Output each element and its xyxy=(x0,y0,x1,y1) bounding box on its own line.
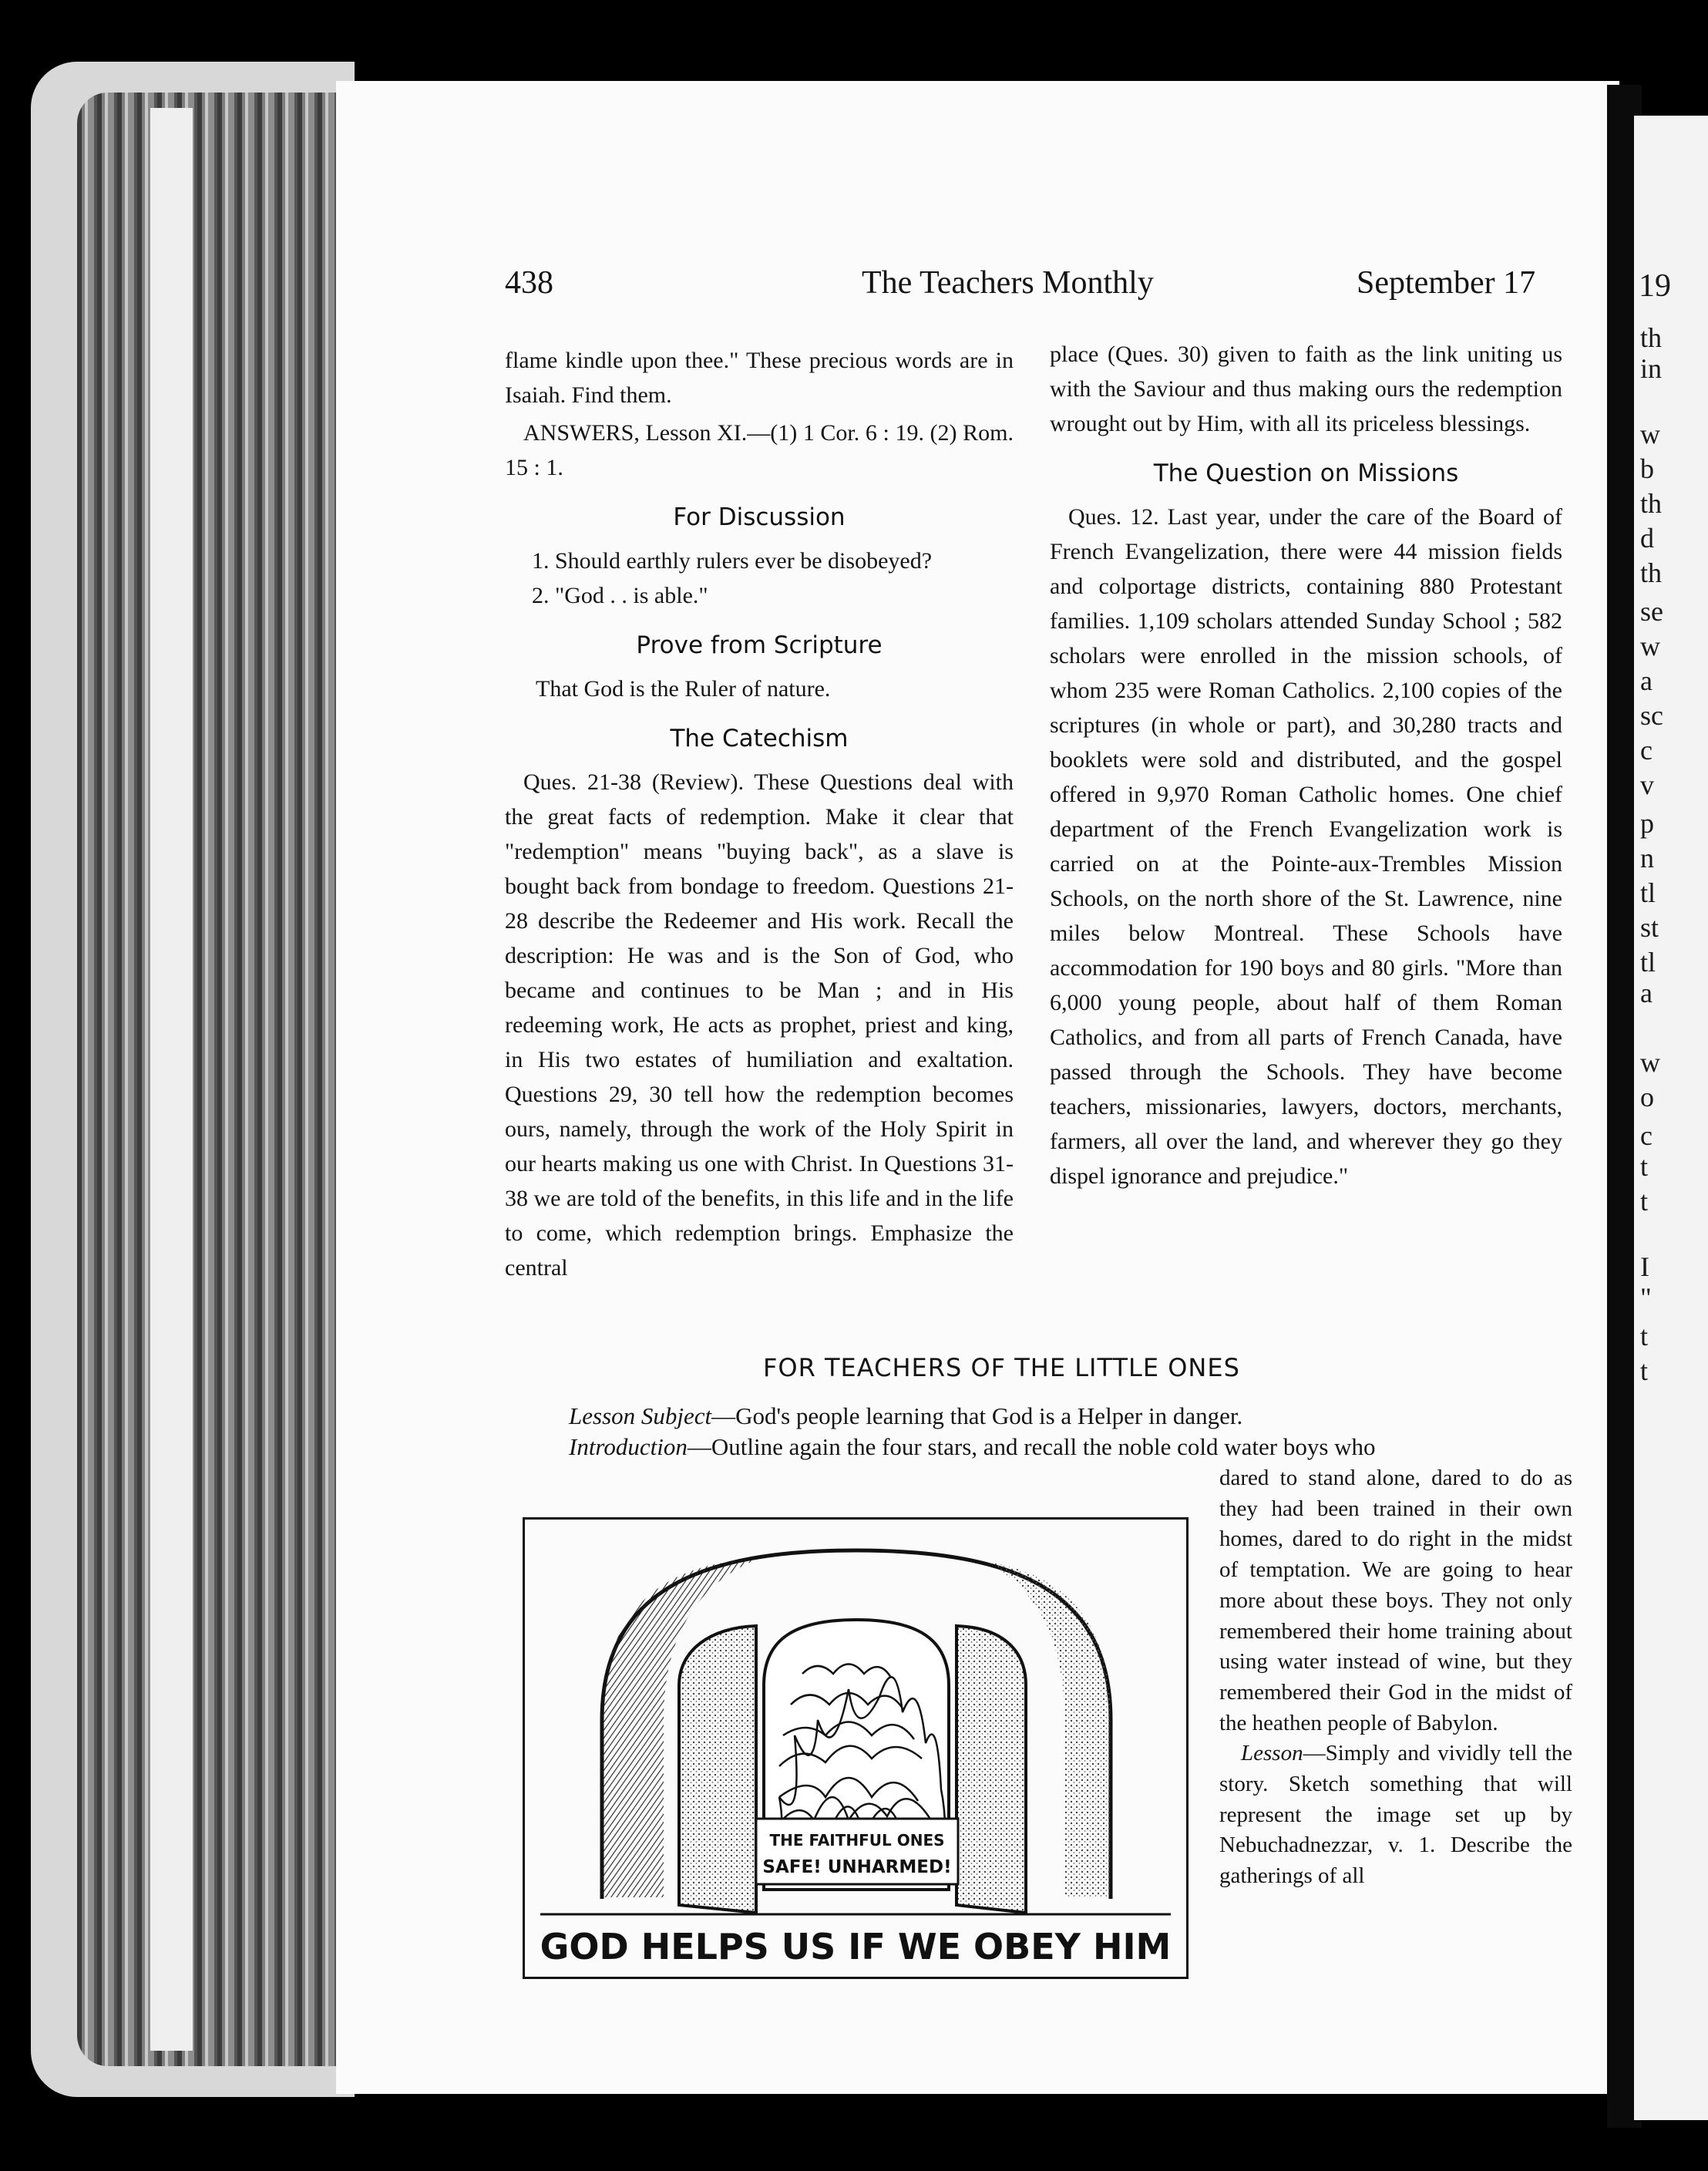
continued-text: place (Ques. 30) given to faith as the link uniting us with the Saviour and thus making ours the redemption wrought out by Him, with all its priceless blessings. xyxy=(1050,342,1562,436)
door-left xyxy=(679,1626,756,1913)
next-page-fragment-text: th xyxy=(1640,322,1663,353)
next-page-fragment-text: d xyxy=(1640,523,1654,554)
lesson-text: —Simply and vividly tell the story. Sketch something that will represent the image set up by Nebuchadnezzar, v. 1. Describe the gatherings of all xyxy=(1219,1741,1572,1889)
next-page-fragment-text: w xyxy=(1640,1047,1660,1078)
subject-label: Lesson Subject xyxy=(569,1402,712,1429)
lesson-side-column xyxy=(1219,1463,1572,1892)
next-page-fragment-text: in xyxy=(1640,353,1663,384)
page-stack-edge xyxy=(77,93,343,2066)
page-number: 438 xyxy=(505,265,553,301)
opening-text: flame kindle upon thee." These precious words are in Isaiah. Find them. xyxy=(505,348,1014,408)
next-page-fragment-text: th xyxy=(1640,488,1663,519)
next-page-fragment-text: v xyxy=(1640,769,1654,800)
lesson-paragraph xyxy=(1219,1738,1572,1892)
furnace-drawing xyxy=(525,1520,1186,1977)
next-page-fragment-text: tl xyxy=(1640,877,1656,908)
discussion-heading: For Discussion xyxy=(673,503,846,531)
next-page-fragment-text: I xyxy=(1640,1251,1649,1282)
discussion-item: 2. "God . . is able." xyxy=(532,583,708,608)
next-page-fragment-text: w xyxy=(1640,631,1660,661)
lesson-label: Lesson xyxy=(1241,1741,1303,1766)
running-title: The Teachers Monthly xyxy=(862,265,1154,301)
catechism-heading: The Catechism xyxy=(670,725,849,752)
answers-text: ANSWERS, Lesson XI.—(1) 1 Cor. 6 : 19. (2) Rom. 15 : 1. xyxy=(505,420,1014,480)
next-page-fragment-text: b xyxy=(1640,453,1654,484)
introduction xyxy=(569,1432,1602,1462)
intro-label: Introduction xyxy=(569,1433,688,1460)
door-right xyxy=(957,1626,1026,1913)
next-page-fragment-text: p xyxy=(1640,808,1654,839)
next-page-fragment-text: n xyxy=(1640,843,1654,873)
next-page-fragment-text: 19 xyxy=(1639,268,1671,304)
illustration-caption: GOD HELPS US IF WE OBEY HIM xyxy=(540,1926,1172,1967)
missions-text: Ques. 12. Last year, under the care of the Board of French Evangelization, there were 44 mission fields and colportage districts, containing 880 Protestant families. 1,109 scholars attended Sunday School ; 582 scholars were enrolled in the mission schools, of whom 235 were Roman Catholics. 2,100 copies of the scriptures (in whole or part), and 30,280 tracts and booklets were sold and distributed, and the gospel offered in 9,970 Roman Catholic homes. One chief department of the French Evangelization work is carried on at the Pointe-aux-Trembles Mission Schools, on the north shore of the St. Lawrence, nine miles below Montreal. These Schools have accommodation for 190 boys and 80 girls. "More than 6,000 young people, about half of them Roman Catholics, and from all parts of French Canada, have passed through the Schools. They have become teachers, missionaries, lawyers, doctors, merchants, farmers, all over the land, and wherever they go they dispel ignorance and prejudice." xyxy=(1050,504,1562,1189)
next-page-fragment xyxy=(1634,116,1708,2120)
next-page-fragment-text: a xyxy=(1640,978,1653,1008)
next-page-fragment-text: t xyxy=(1640,1151,1649,1182)
prove-text: That God is the Ruler of nature. xyxy=(536,676,831,702)
next-page-fragment-text: c xyxy=(1640,735,1653,766)
prove-heading: Prove from Scripture xyxy=(636,631,883,659)
next-page-fragment-text: a xyxy=(1640,665,1653,696)
running-date: September 17 xyxy=(1357,265,1536,301)
discussion-item: 1. Should earthly rulers ever be disobeyed? xyxy=(532,548,933,574)
side-text: dared to stand alone, dared to do as they had been trained in their own homes, dared to do right in the midst of temptation. We are going to hear more about these boys. They not only remembered their home training about using water instead of wine, but they remembered their God in the midst of the heathen people of Babylon. xyxy=(1219,1466,1572,1735)
next-page-fragment-text: th xyxy=(1640,557,1663,588)
section-title: FOR TEACHERS OF THE LITTLE ONES xyxy=(763,1353,1240,1382)
next-page-fragment-text: t xyxy=(1640,1186,1649,1217)
intro-text: —Outline again the four stars, and recall the noble cold water boys who xyxy=(687,1433,1376,1460)
next-page-fragment-text: sc xyxy=(1640,700,1663,731)
next-page-fragment-text: t xyxy=(1640,1355,1649,1386)
next-page-fragment-text: se xyxy=(1640,596,1663,627)
sign-line-2: SAFE! UNHARMED! xyxy=(762,1857,952,1877)
next-page-fragment-text: tl xyxy=(1640,947,1656,978)
next-page-fragment-text: w xyxy=(1640,419,1660,449)
catechism-text: Ques. 21-38 (Review). These Questions deal with the great facts of redemption. Make it clear that "redemption" means "buying back", as a slave is bought back from bondage to freedom. Questions 21-28 describe the Redeemer and His work. Recall the description: He was and is the Son of God, who became and continues to be Man ; and in His redeeming work, He acts as prophet, priest and king, in His two estates of humiliation and exaltation. Questions 29, 30 tell how the redemption becomes ours, namely, through the work of the Holy Spirit in our hearts making us one with Christ. In Questions 31-38 we are told of the benefits, in this life and in the life to come, which redemption brings. Emphasize the central xyxy=(505,769,1014,1281)
sign-line-1: THE FAITHFUL ONES xyxy=(769,1831,945,1850)
next-page-fragment-text: st xyxy=(1640,912,1659,943)
left-column xyxy=(505,343,1014,1285)
furnace-illustration xyxy=(523,1517,1189,1979)
next-page-fragment-text: t xyxy=(1640,1321,1649,1351)
missions-heading: The Question on Missions xyxy=(1153,459,1459,487)
next-page-fragment-text: o xyxy=(1640,1082,1654,1112)
next-page-fragment-text: " xyxy=(1640,1282,1652,1313)
right-column xyxy=(1050,337,1562,1193)
next-page-fragment-text: c xyxy=(1640,1120,1653,1151)
subject-text: —God's people learning that God is a Helper in danger. xyxy=(711,1402,1243,1429)
lesson-subject xyxy=(569,1401,1594,1432)
